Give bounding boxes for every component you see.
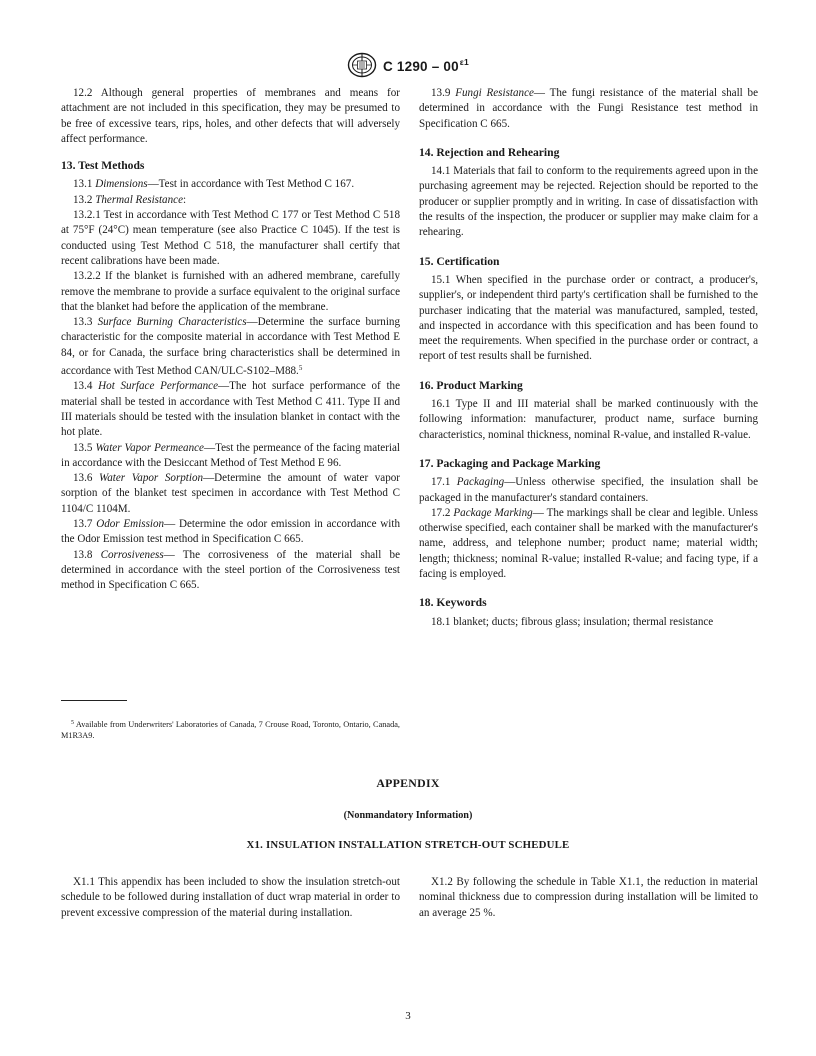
section-heading-15: 15. Certification <box>419 254 500 268</box>
appendix-subtitle: (Nonmandatory Information) <box>343 810 473 821</box>
footnote-divider <box>61 700 127 701</box>
paragraph-12-2: 12.2 Although general properties of membranes and means for attachment are not included in this specification, they may be presumed to be free of excessive tears, rips, holes, and other defects that will adversely affect performance. <box>61 87 400 145</box>
paragraph-17-1: 17.1 Packaging—Unless otherwise specified, the insulation shall be packaged in the manufacturer's standard containers. <box>419 476 758 504</box>
document-designation: C $1290 - 00^{\varepsilon 1}$ <box>383 56 469 74</box>
paragraph-13-7: 13.7 Odor Emission— Determine the odor emission in accordance with the Odor Emission test method in Specification C 665. <box>61 518 401 546</box>
left-column <box>61 86 400 594</box>
appendix-title: APPENDIX <box>376 776 440 790</box>
paragraph-x1-2: X1.2 By following the schedule in Table X1.1, the reduction in material nominal thickness due to compression during installation will be limited to an average 25 %. <box>419 876 758 919</box>
section-heading-16: 16. Product Marking <box>419 378 523 392</box>
paragraph-14-1: 14.1 Materials that fail to conform to the requirements agreed upon in the purchasing agreement may be rejected. Rejection should be reported to the producer or supplier promptly and in writing. In case of dissatisfaction with the results of the inspection, the producer or supplier may make claim for a rehearing. <box>419 165 758 239</box>
paragraph-13-2-2: 13.2.2 If the blanket is furnished with an adhered membrane, carefully remove the membrane to provide a surface equivalent to the original surface that the blanket had before the application of the membrane. <box>61 270 400 313</box>
right-column <box>419 86 758 630</box>
paragraph-15-1: 15.1 When specified in the purchase order or contract, a producer's, supplier's, or independent third party's certification shall be furnished to the purchaser indicating that the material was manufactured, sampled, tested, and inspected in accordance with this specification and has been found to meet the requirements. When specified in the purchase order or contract, a report of test results shall be furnished. <box>419 273 758 363</box>
section-heading-13: 13. Test Methods <box>61 159 145 173</box>
paragraph-13-2: 13.2 Thermal Resistance: <box>73 193 187 206</box>
paragraph-13-6: 13.6 Water Vapor Sorption—Determine the amount of water vapor sorption of the blanket test specimen in accordance with Test Method C 1104/C 1104M. <box>61 472 401 515</box>
footnote-5: $^5$ Available from Underwriters' Laboratories of Canada, 7 Crouse Road, Toronto, Ontario, Canada, M1R3A9. <box>61 720 400 741</box>
section-heading-17: 17. Packaging and Package Marking <box>419 456 601 470</box>
paragraph-13-2-1: 13.2.1 Test in accordance with Test Method C 177 or Test Method C 518 at 75°F (24°C) mean temperature (see also Practice C 1045). If the test is conducted using Test Method C 518, the manufacturer shall certify that recent calibrations have been made. <box>61 209 400 267</box>
paragraph-17-2: 17.2 Package Marking— The markings shall be clear and legible. Unless otherwise specified, each container shall be marked with the manufacturer's name, address, and telephone number; product name; material width; length; thickness; nominal R-value; installed R-value; and facing type, if a facing is employed. <box>419 506 758 581</box>
paragraph-13-8: 13.8 Corrosiveness— The corrosiveness of the material shall be determined in accordance with the steel portion of the Corrosiveness test method in Specification C 665. <box>61 548 400 592</box>
footnote-ref-5: 5 <box>298 364 303 373</box>
appendix-right-column <box>419 875 758 921</box>
paragraph-18-1: 18.1 blanket; ducts; fibrous glass; insulation; thermal resistance <box>431 615 714 628</box>
page-number: 3 <box>405 1010 411 1022</box>
section-heading-14: 14. Rejection and Rehearing <box>419 145 560 159</box>
paragraph-13-9: 13.9 Fungi Resistance— The fungi resistance of the material shall be determined in accordance with the Fungi Resistance test method in Specification C 665. <box>419 87 758 130</box>
paragraph-13-1: 13.1 Dimensions—Test in accordance with Test Method C 167. <box>73 178 355 191</box>
paragraph-13-4: 13.4 Hot Surface Performance—The hot surface performance of the material shall be tested in accordance with Test Method C 411. Type II and III materials should be tested with the insulation blanket in contact with the hot plate. <box>61 380 400 439</box>
appendix-heading-x1: X1. INSULATION INSTALLATION STRETCH-OUT SCHEDULE <box>246 839 570 851</box>
appendix-left-column <box>61 875 400 921</box>
paragraph-13-3: 13.3 Surface Burning Characteristics—Determine the surface burning characteristic for the composite material in accordance with Test Method E 84, or for Canada, the surface bring characteristics shall be determined in accordance with Test Method CAN/ULC-S102–M88.$^5$ <box>61 316 401 378</box>
paragraph-13-5: 13.5 Water Vapor Permeance—Test the permeance of the facing material in accordance with the Desiccant Method of Test Method E 96. <box>61 441 400 469</box>
paragraph-16-1: 16.1 Type II and III material shall be marked continuously with the following information: manufacturer, product name, surface burning characteristics, nominal thickness, nominal R-value, and installed R-value. <box>419 398 758 441</box>
page-header <box>0 52 816 78</box>
paragraph-x1-1: X1.1 This appendix has been included to show the insulation stretch-out schedule to be followed during installation of duct wrap material in order to prevent excessive compression of the material during installation. <box>61 876 400 919</box>
astm-logo-icon <box>347 52 377 78</box>
section-heading-18: 18. Keywords <box>419 596 487 610</box>
